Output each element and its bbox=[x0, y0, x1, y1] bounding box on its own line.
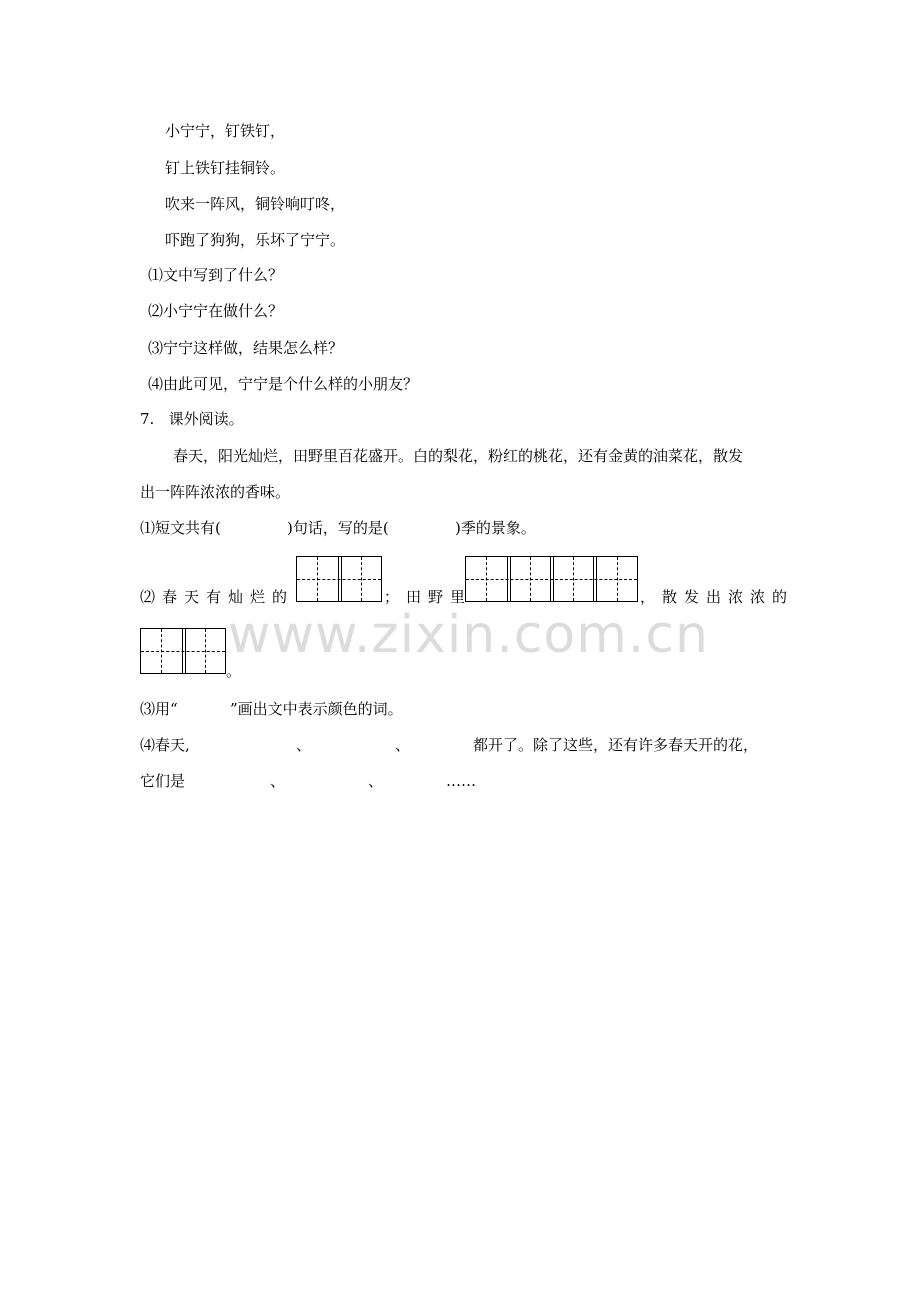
question-7-1-part-1: ⑴短文共有( bbox=[140, 519, 221, 537]
passage-line-2: 出一阵阵浓浓的香味。 bbox=[140, 483, 291, 501]
question-7-4-part-1: ⑷春天, bbox=[140, 736, 190, 754]
question-7-2-part-3: ，散发出浓浓的 bbox=[640, 588, 795, 606]
poem-line-2: 钉上铁钉挂铜铃。 bbox=[165, 159, 286, 177]
question-7-1-part-3: )季的景象。 bbox=[455, 519, 536, 537]
question-7-1-part-2: )句话，写的是( bbox=[287, 519, 389, 537]
question-6-3: ⑶宁宁这样做，结果怎么样？ bbox=[148, 339, 344, 357]
writing-grid-2-cells-a[interactable] bbox=[296, 556, 382, 602]
question-7-4-separator-1: 、 bbox=[296, 736, 312, 754]
question-7-4-ellipsis: …… bbox=[446, 772, 476, 790]
writing-grid-4-cells[interactable] bbox=[465, 556, 638, 602]
question-7-4-part-2: 都开了。除了这些，还有许多春天开的花， bbox=[473, 736, 759, 754]
question-6-1: ⑴文中写到了什么？ bbox=[148, 266, 284, 284]
question-7-3-part-1: ⑶用“ bbox=[140, 700, 178, 718]
section-7-title: 7. 课外阅读。 bbox=[140, 410, 244, 428]
writing-grid-2-cells-b[interactable] bbox=[140, 628, 226, 674]
question-7-2-part-2: ；田野里 bbox=[384, 588, 473, 606]
question-6-2: ⑵小宁宁在做什么？ bbox=[148, 302, 284, 320]
poem-line-3: 吹来一阵风，铜铃响叮咚， bbox=[165, 195, 346, 213]
question-7-3-part-2: ”画出文中表示颜色的词。 bbox=[230, 700, 403, 718]
question-7-4-part-3: 它们是 bbox=[140, 772, 186, 790]
watermark: www.zixin.com.cn bbox=[228, 605, 709, 665]
passage-line-1: 春天，阳光灿烂，田野里百花盛开。白的梨花，粉红的桃花，还有金黄的油菜花，散发 bbox=[173, 447, 744, 465]
poem-line-4: 吓跑了狗狗，乐坏了宁宁。 bbox=[165, 231, 346, 249]
question-7-2-part-1: ⑵春天有灿烂的 bbox=[140, 588, 295, 606]
question-6-4: ⑷由此可见，宁宁是个什么样的小朋友？ bbox=[148, 375, 419, 393]
question-7-2-part-4: 。 bbox=[226, 662, 242, 680]
poem-line-1: 小宁宁，钉铁钉， bbox=[165, 122, 286, 140]
question-7-4-separator-4: 、 bbox=[368, 772, 384, 790]
question-7-4-separator-3: 、 bbox=[270, 772, 286, 790]
question-7-4-separator-2: 、 bbox=[395, 736, 411, 754]
